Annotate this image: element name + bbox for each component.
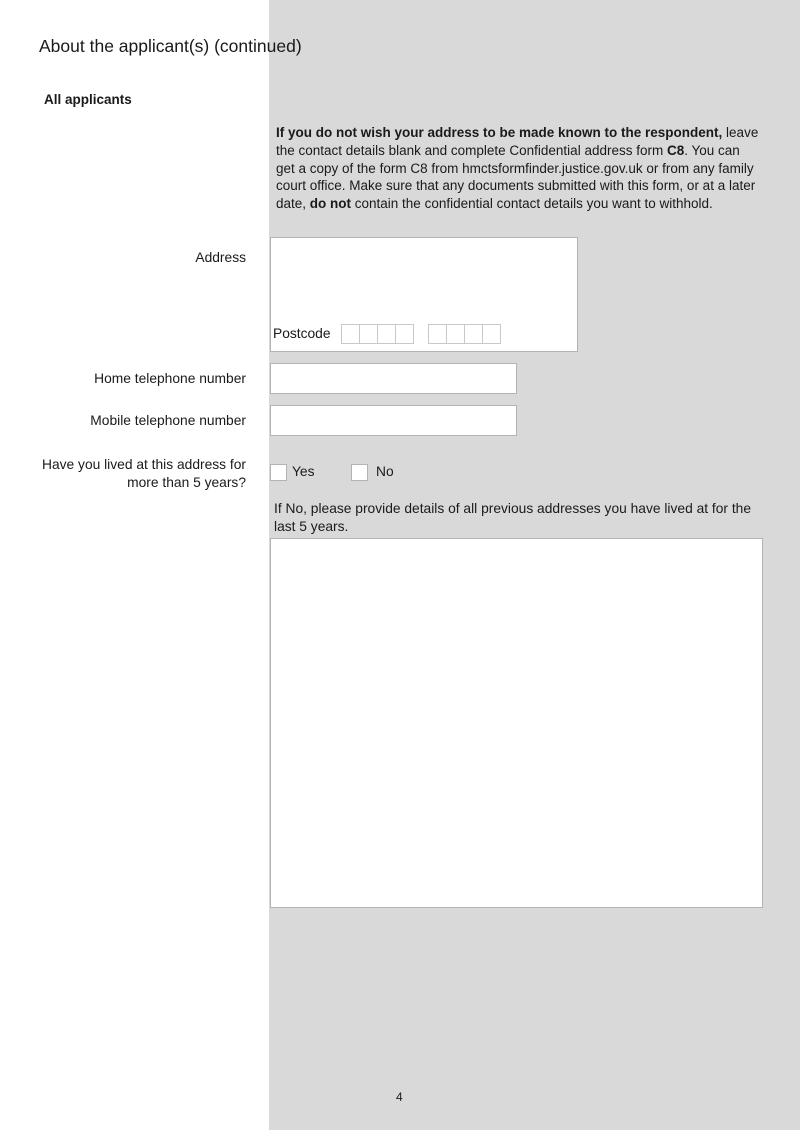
home-telephone-label: Home telephone number [94, 371, 246, 386]
home-telephone-input[interactable] [270, 363, 517, 394]
yes-checkbox[interactable] [270, 464, 287, 481]
notice-text-2: . You can get a copy of the form C8 from hmctsformfinder.justice.gov.uk or from any family court office. Make sure that any documents submitted with this form, or at a later date, [276, 142, 756, 212]
previous-addresses-instruction: If No, please provide details of all previous addresses you have lived at for the last 5 years. [274, 501, 752, 534]
postcode-cell[interactable] [446, 324, 465, 344]
yes-label: Yes [292, 464, 315, 479]
postcode-cell[interactable] [428, 324, 447, 344]
postcode-cell[interactable] [395, 324, 414, 344]
previous-addresses-input[interactable] [270, 538, 763, 908]
notice-text-1: leave the contact details blank and complete Confidential address form [276, 125, 759, 158]
postcode-cell[interactable] [341, 324, 360, 344]
postcode-cell[interactable] [482, 324, 501, 344]
section-heading: All applicants [44, 92, 132, 107]
question-line-1: Have you lived at this address for [42, 457, 246, 472]
page-number: 4 [396, 1090, 403, 1104]
no-label: No [376, 464, 394, 479]
postcode-cell[interactable] [359, 324, 378, 344]
lived-five-years-question [30, 456, 246, 492]
address-label: Address [195, 250, 246, 265]
notice-bold-intro: If you do not wish your address to be made known to the respondent, [276, 125, 723, 140]
postcode-outward-cells [341, 324, 414, 344]
postcode-cell[interactable] [377, 324, 396, 344]
question-line-2: more than 5 years? [127, 475, 246, 490]
notice-form-code: C8 [666, 142, 685, 158]
postcode-inward-cells [428, 324, 501, 344]
notice-text-3: contain the confidential contact details you want to withhold. [351, 196, 713, 212]
notice-emphasis: do not [309, 196, 352, 212]
mobile-telephone-input[interactable] [270, 405, 517, 436]
postcode-label: Postcode [273, 326, 331, 341]
postcode-cell[interactable] [464, 324, 483, 344]
mobile-telephone-label: Mobile telephone number [90, 413, 246, 428]
page-title: About the applicant(s) (continued) [39, 36, 302, 56]
no-checkbox[interactable] [351, 464, 368, 481]
confidentiality-notice [276, 124, 761, 213]
